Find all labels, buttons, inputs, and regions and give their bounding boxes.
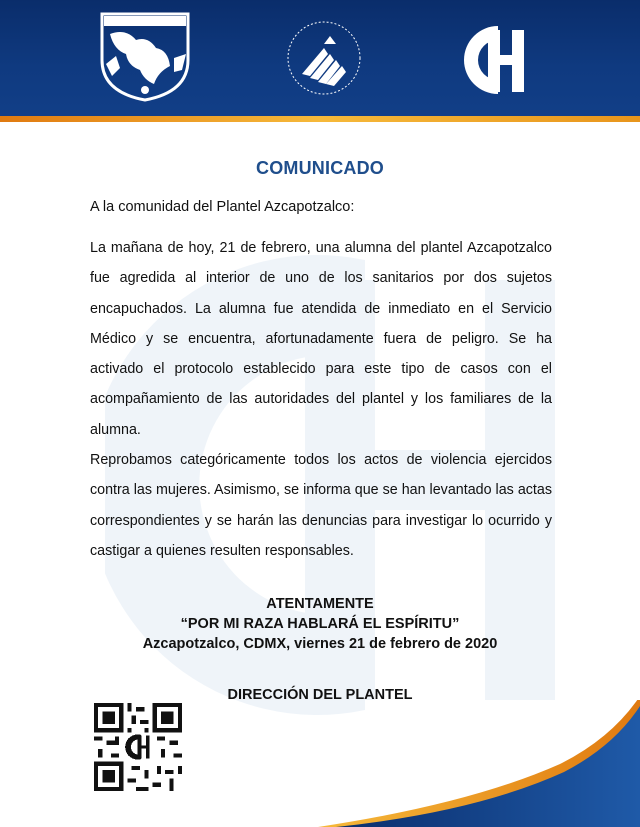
paragraph-condemnation: Reprobamos categóricamente todos los actos de violencia ejercidos contra las mujeres. Asimismo, se informa que se han levantado las actas correspondientes y se harán las denuncias para investigar lo ocurrido y castigar a quienes resulten responsables. [90,452,552,559]
unam-seal-logo [96,10,194,102]
signature-line: DIRECCIÓN DEL PLANTEL [227,687,413,703]
body-text [90,233,552,566]
closing-place-date: Azcapotzalco, CDMX, viernes 21 de febrero de 2020 [142,636,498,652]
closing-block [0,594,640,654]
header-orange-stripe [0,114,640,124]
closing-salutation: ATENTAMENTE [266,596,374,612]
greeting-line: A la comunidad del Plantel Azcapotzalco: [90,199,355,215]
ccyh-logo [284,14,364,102]
cch-logo [454,22,534,98]
closing-motto: “POR MI RAZA HABLARÁ EL ESPÍRITU” [180,616,460,632]
qr-code [94,703,182,791]
paragraph-incident: La mañana de hoy, 21 de febrero, una alumna del plantel Azcapotzalco fue agredida al interior de uno de los sanitarios por dos sujetos encapuchados. La alumna fue atendida de inmediato en el Servicio Médico y se encuentra, afortunadamente fuera de peligro. Se ha activado el protocolo establecido para este tipo de casos con el acompañamiento de las autoridades del plantel y los familiares de la alumna. [90,240,552,438]
document-title: COMUNICADO [256,158,384,178]
